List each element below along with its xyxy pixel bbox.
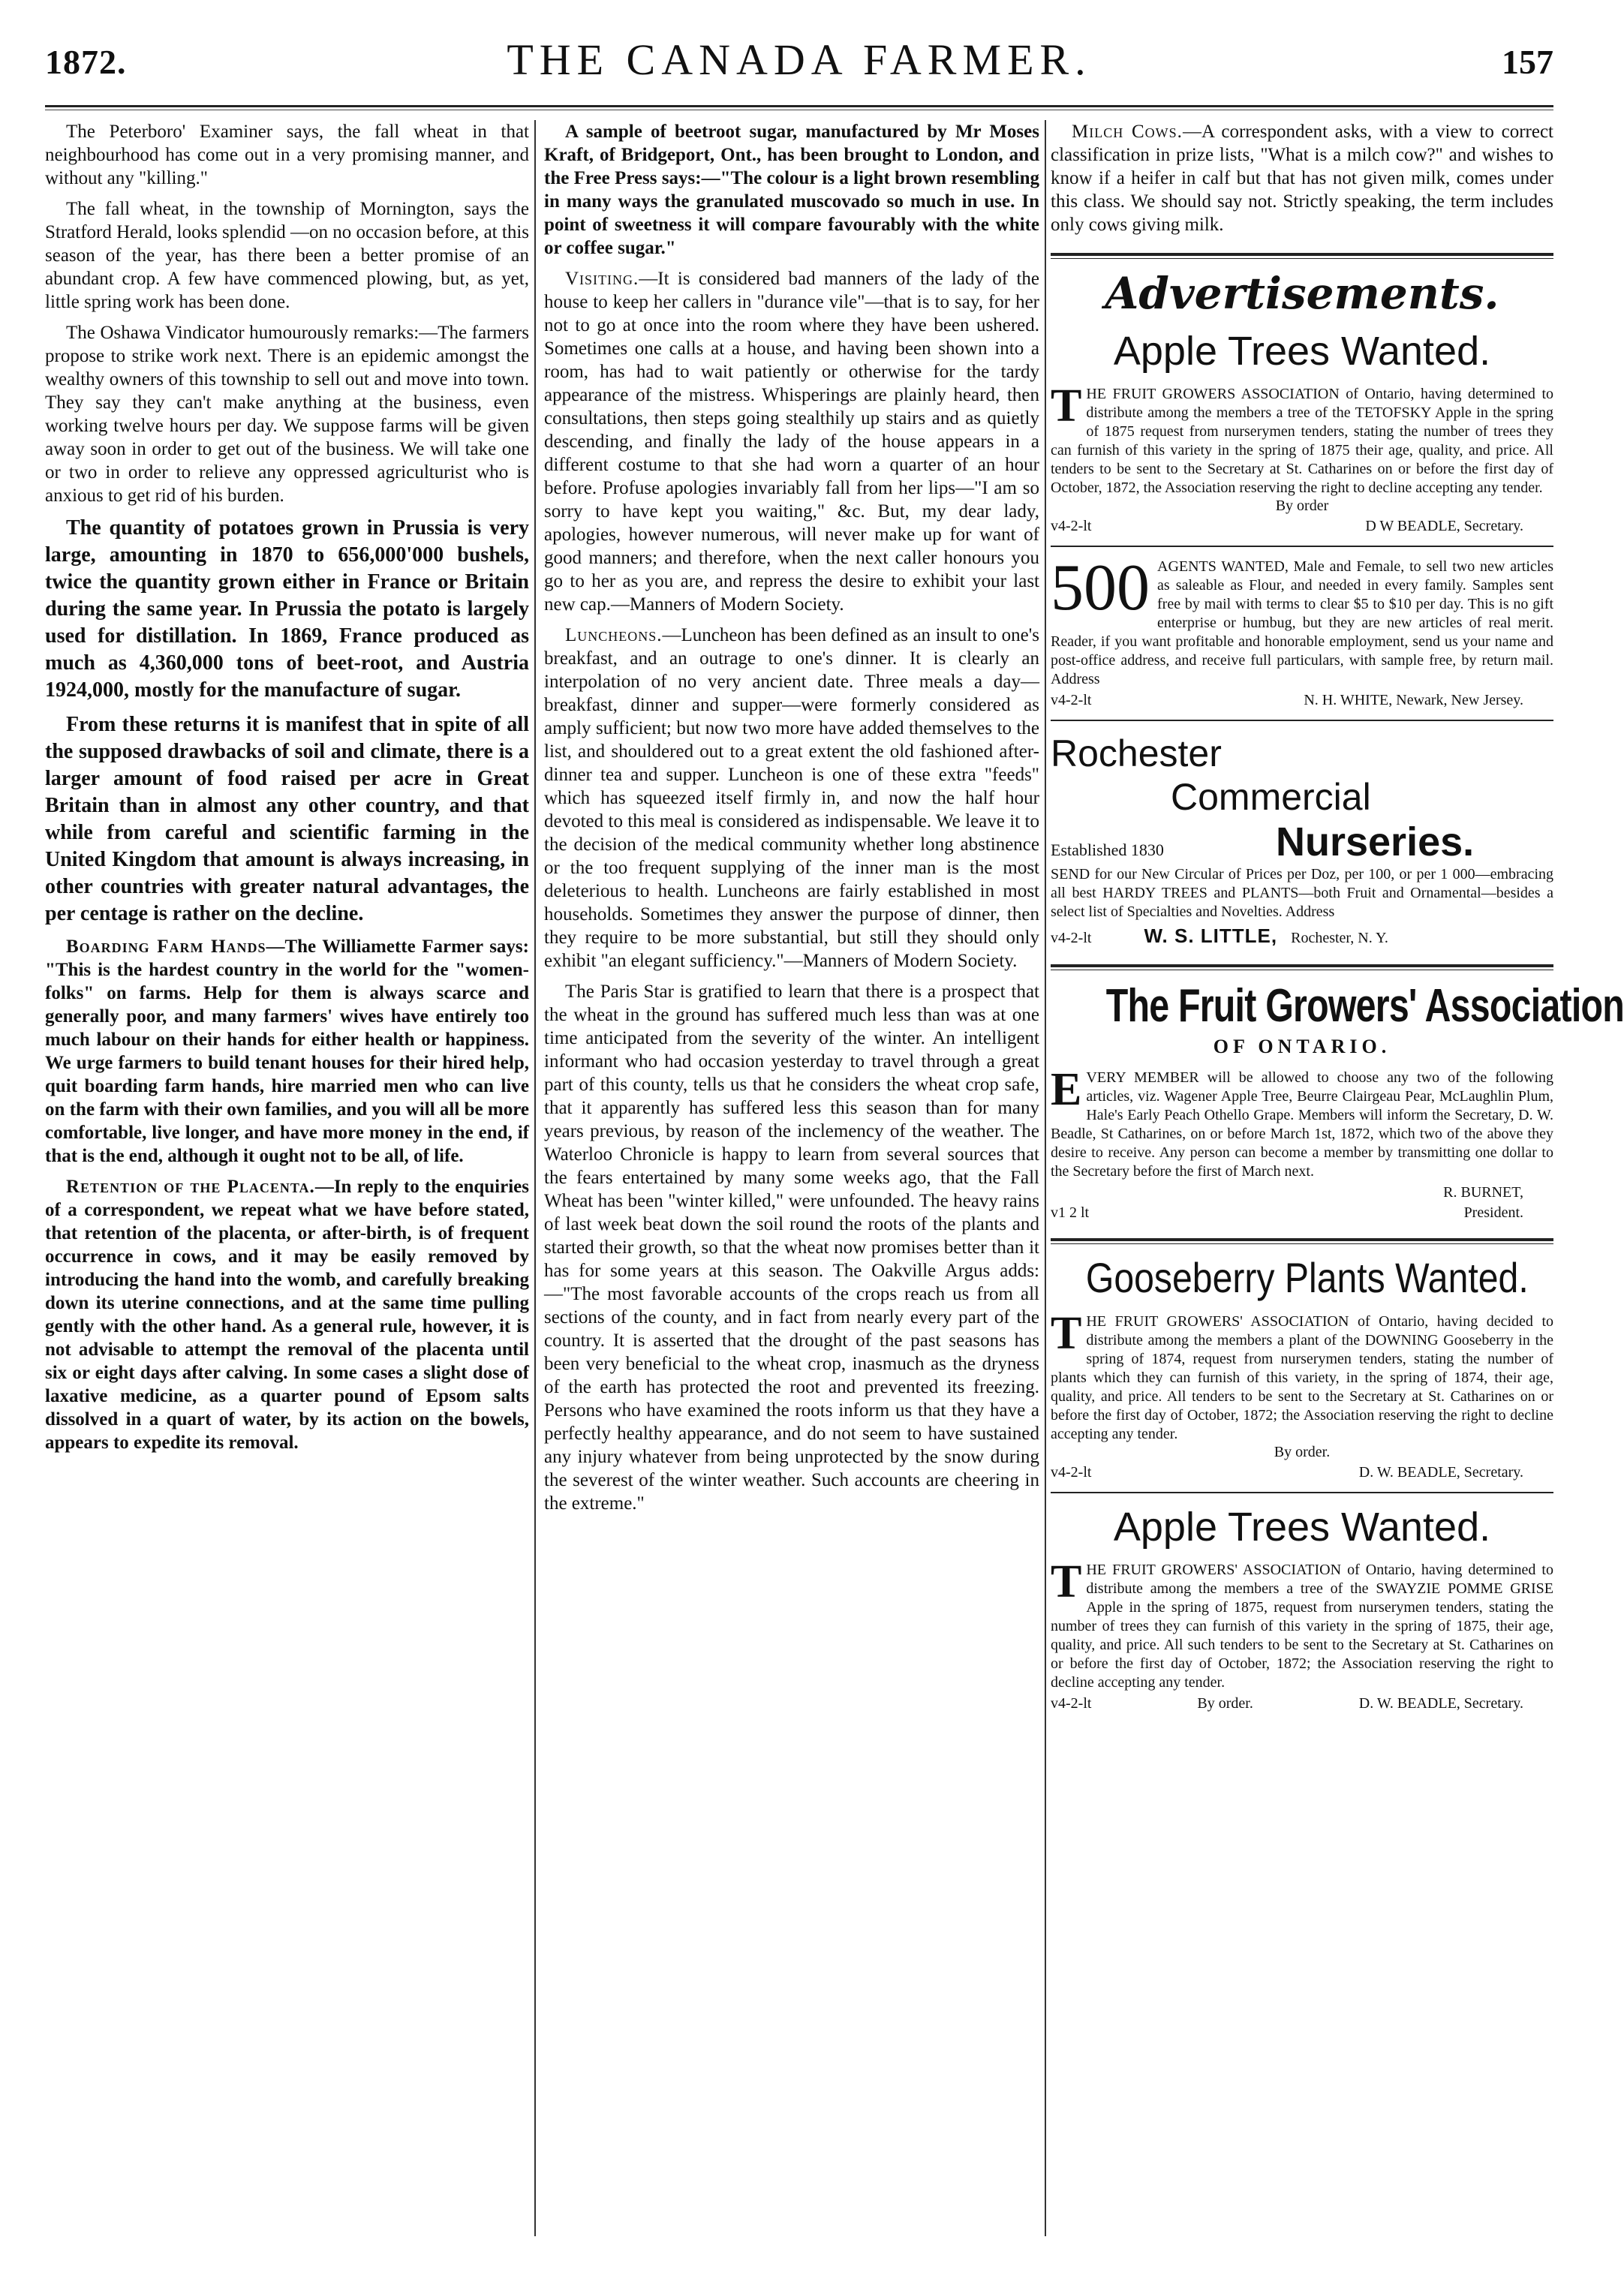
column-divider	[1045, 120, 1046, 2236]
ad-by-order: By order.	[1274, 1444, 1331, 1460]
article-text: —In reply to the enquiries of a correspondent, we repeat what we have before stated, that retention of the placenta, or after-birth, is of frequent occurrence in cows, and it may be easily removed by introducing the hand into the womb, and carefully breaking down its uterine connections, and at the same time pulling gently with the other hand. As a general rule, however, it is not advisable to attempt the removal of the placenta until six or eight days after calving. In some cases a slight dose of laxative medicine, as a quarter pound of Epsom salts dissolved in a quart of water, by its action on the bowels, appears to expedite its removal.	[45, 1177, 529, 1453]
ad-title-line2: Commercial	[1171, 776, 1371, 818]
ad-gooseberry-plants	[1051, 1253, 1553, 1481]
article-text: —It is considered bad manners of the lady of the house to keep her callers in "durance vile"—that is to say, for her not to go at once into the room where they have been ushered. Sometimes one calls at a house, and having been shown into a room, has had to wait patiently or otherwise for the tardy appearance of the mistress. Whisperings are plainly heard, then consultations, then steps going stealthily up stairs and as quietly descending, and finally the lady of the house appears in a different costume to that she had worn a quarter of an hour before. Profuse apologies invariably fall from her lips—"I am so sorry to have kept you waiting," &c. But, my dear lady, apologies, however numerous, will never make up for want of good manners; and therefore, when the next caller honours you go to her as you are, and repress the desire to exhibit your last new cap.—Manners of Modern Society.	[544, 269, 1039, 615]
ad-text: HE FRUIT GROWERS ASSOCIATION of Ontario, having determined to distribute among the members a tree of the TETOFSKY Apple in the spring of 1875 request from nurserymen tenders, stating the number of trees they can furnish of this variety in the spring of 1875 their age, quality, and price. All tenders to be sent to the Secretary at St. Catharines on or before the first day of October, 1872, the Association reserving the right to decline accepting any tender.	[1051, 386, 1553, 496]
article-potatoes: The quantity of potatoes grown in Prussia is very large, amounting in 1870 to 656,000'000 bushels, twice the quantity grown either in France or Britain during the same year. In Prussia the potato is largely used for distillation. In 1869, France produced as much as 4,360,000 tons of beet-root, and Austria 1924,000, mostly for the manufacture of sugar.	[45, 516, 529, 702]
ad-signature: D. W. BEADLE, Secretary.	[1358, 1464, 1523, 1481]
article-visiting	[544, 267, 1039, 616]
ad-body	[1051, 1308, 1553, 1444]
advertisements-heading: Advertisements.	[1105, 268, 1499, 319]
ad-number: 500	[1051, 552, 1150, 624]
ad-signature: D. W. BEADLE, Secretary.	[1358, 1695, 1523, 1712]
ad-by-order: By order.	[1197, 1695, 1253, 1712]
ad-subtitle: OF ONTARIO.	[1213, 1036, 1391, 1057]
article-milch-cows	[1051, 120, 1553, 236]
ad-signature-title: President.	[1463, 1204, 1523, 1221]
page-number: 157	[1502, 43, 1553, 81]
ad-title: Apple Trees Wanted.	[1113, 1505, 1491, 1550]
article-returns: From these returns it is manifest that in spite of all the supposed drawbacks of soil and climate, there is a larger amount of food raised per acre in Great Britain than in almost any other country, and that while from careful and scientific farming in the United Kingdom that amount is always increasing, in other countries with greater natural advantages, the per centage is rather on the decline.	[45, 713, 529, 925]
ad-rochester-nurseries	[1051, 732, 1553, 948]
ad-title-row	[1051, 819, 1553, 865]
article-text: —The Williamette Farmer says: "This is the hardest country in the world for the "women-folks" on farms. Help for them is always scarce and generally poor, and many farmers' wives have entirely too much labour on their hands for either health or happiness. We urge farmers to build tenant houses for their hired help, quit boarding farm hands, hire married men who can live on the farm with their own families, and you will all be more comfortable, live longer, and have more money in the end, if that is the end, although it ought not to be all, of life.	[45, 937, 529, 1166]
ad-code: v4-2-lt	[1051, 518, 1092, 534]
page-header	[45, 21, 1553, 104]
ad-divider	[1051, 546, 1553, 547]
article-text: —Luncheon has been defined as an insult to one's breakfast, and an outrage to one's dinner. It is clearly an interpolation of no very ancient date. Three meals a day—breakfast, dinner and supper—were formerly considered as amply sufficient; but now two more have added themselves to the list, and shouldered out to a great extent the old fashioned after-dinner tea and supper. Luncheon is one of these extra "feeds" which has squeezed itself firmly in, and now the half hour devoted to this meal is considered as indispensable. We leave it to the decision of the medical community whether long abstinence or the too frequent supplying of the inner man is the most deleterious to health. Luncheons are fairly established in most households. Sometimes they answer the purpose of dinner, then they require to be more substantial, but still they should only exhibit "an elegant sufficiency."—Manners of Modern Society.	[544, 625, 1039, 971]
article-heading: Retention of the Placenta.	[66, 1177, 315, 1197]
ad-signature: R. BURNET,	[1443, 1184, 1523, 1201]
ad-text: AGENTS WANTED, Male and Female, to sell two new articles as saleable as Flour, and needed in every family. Samples sent free by mail with terms to clear $5 to $10 per day. This is no gift enterprise or humbug, but they are new articles of real merit. Reader, if you want profitable and honorable employment, send us your name and post-office address, and receive full particulars, with sample free, by return mail. Address	[1051, 558, 1553, 687]
article-paris-star: The Paris Star is gratified to learn that there is a prospect that the wheat in the ground has suffered much less than was at one time anticipated from the severity of the winter. An intelligent informant who had occasion yesterday to travel through a great part of this county, tells us that he considers the wheat crop safe, that it apparently has suffered less this season than for many years previous, by reason of the inclemency of the weather. The Waterloo Chronicle is happy to learn from several sources that the fears entertained by many some weeks ago, that the Fall Wheat has been "winter killed," were unfounded. The heavy rains of last week beat down the soil round the roots of the plants and started their growth, so that the wheat now promises better than it has for some years at this season. The Oakville Argus adds:—"The most favorable accounts of the crops reach us from all sections of the county, and in fact from nearly every part of the country. It is asserted that the drought of the past seasons has been very beneficial to the wheat crop, inasmuch as the dryness of the earth has protected the root and prevented its freezing. Persons who have examined the roots inform us that they have a perfectly healthy appearance, and do not seem to have sustained any injury whatever from being unprotected by the snow during the severest of the winter weather. Such accounts are cheering in the extreme."	[544, 982, 1039, 1514]
ad-divider	[1051, 1238, 1553, 1244]
ad-agents-wanted	[1051, 552, 1553, 709]
ad-title-line1: Rochester	[1051, 732, 1222, 774]
ad-text: HE FRUIT GROWERS' ASSOCIATION of Ontario, having determined to distribute among the members a tree of the SWAYZIE POMME GRISE Apple in the spring of 1875, request from nurserymen tenders, stating the number of trees they can furnish of this variety in the spring of 1875, their age, quality, and price. All such tenders to be sent to the Secretary at St. Catharines on or before the first day of October, 1872; the Association reserving the right to decline accepting any tender.	[1051, 1562, 1553, 1691]
ad-code: v1 2 lt	[1051, 1204, 1090, 1221]
article-peterboro: The Peterboro' Examiner says, the fall wheat in that neighbourhood has come out in a very promising manner, and without any "killing."	[45, 122, 529, 188]
ad-footer	[1051, 1204, 1553, 1222]
ad-code: v4-2-lt	[1051, 930, 1092, 946]
ad-code: v4-2-lt	[1051, 1464, 1092, 1481]
column-3	[1051, 120, 1624, 2236]
column-2	[544, 120, 1039, 2236]
drop-cap: T	[1051, 1556, 1082, 1607]
article-heading: Visiting.	[565, 269, 639, 289]
ad-text: VERY MEMBER will be allowed to choose any two of the following articles, viz. Wagener Apple Tree, Beurre Clairgeau Pear, McLaughlin Plum, Hale's Early Peach Othello Grape. Members will inform the Secretary, D. W. Beadle, St Catharines, on or before March 1st, 1872, which two of the above they desire to receive. Any person can become a member by transmitting one dollar to the Secretary before the first of March next.	[1051, 1069, 1553, 1180]
article-mornington: The fall wheat, in the township of Mornington, says the Stratford Herald, looks splendid —on no occasion before, at this season of the year, has there been a better promise of an abundant crop. A few have commenced plowing, but, as yet, little spring work has been done.	[45, 199, 529, 312]
ad-established: Established 1830	[1051, 840, 1164, 859]
ad-by-order: By order	[1275, 498, 1329, 514]
column-1	[45, 120, 529, 2236]
ad-title: Apple Trees Wanted.	[1113, 329, 1491, 374]
ad-signature: D W BEADLE, Secretary.	[1365, 518, 1523, 534]
ad-body	[1051, 1556, 1553, 1692]
ad-body	[1051, 380, 1553, 498]
section-rule	[1051, 253, 1553, 259]
article-heading: Luncheons.	[565, 625, 663, 645]
ad-footer	[1051, 1464, 1553, 1481]
ad-divider	[1051, 720, 1553, 721]
ad-text: HE FRUIT GROWERS' ASSOCIATION of Ontario, having decided to distribute among the members a plant of the DOWNING Gooseberry in the spring of 1874, request from nurserymen tenders, stating the number of plants which they can furnish of this variety, in the spring of 1874, their age, quality, and price. All tenders to be sent to the Secretary at St. Catharines on or before the first day of October, 1872; the Association reserving the right to decline accepting any tender.	[1051, 1313, 1553, 1442]
article-heading: Milch Cows.	[1072, 122, 1183, 142]
header-year: 1872.	[45, 43, 127, 81]
drop-cap: T	[1051, 1308, 1082, 1359]
ad-footer	[1051, 1184, 1553, 1201]
ad-title-line3: Nurseries.	[1276, 819, 1475, 864]
header-rule	[45, 105, 1553, 107]
ad-footer	[1051, 1695, 1553, 1712]
article-text: —A correspondent asks, with a view to correct classification in prize lists, "What is a milch cow?" and wishes to know if a heifer in calf but that has not given milk, comes under this class. We should say not. Strictly speaking, the term includes only cows giving milk.	[1051, 122, 1553, 235]
article-luncheons	[544, 624, 1039, 973]
article-boarding	[45, 935, 529, 1168]
ad-code: v4-2-lt	[1051, 692, 1092, 708]
ad-code: v4-2-lt	[1051, 1695, 1092, 1712]
ad-signature: N. H. WHITE, Newark, New Jersey.	[1304, 692, 1523, 708]
ad-divider	[1051, 1492, 1553, 1493]
ad-footer	[1051, 925, 1553, 948]
ad-text: SEND for our New Circular of Prices per Doz, per 100, or per 1 000—embracing all best HARDY TREES and PLANTS—both Fruit and Ornamental—besides a select list of Specialties and Novelties. Address	[1051, 866, 1553, 920]
drop-cap: T	[1051, 380, 1082, 431]
ad-apple-trees-tetofsky	[1051, 328, 1553, 535]
article-placenta	[45, 1175, 529, 1454]
ad-title: The Fruit Growers' Association	[1105, 980, 1624, 1032]
ad-footer	[1051, 518, 1553, 535]
ad-body	[1051, 1064, 1553, 1181]
ad-place: Rochester, N. Y.	[1291, 930, 1388, 946]
article-oshawa: The Oshawa Vindicator humourously remarks:—The farmers propose to strike work next. There is an epidemic amongst the wealthy owners of this township to sell out and move into town. They say they can't make anything at the business, even working twelve hours per day. We suppose farms will be given away soon in order to get out of the business. We will take one or two in order to relieve any oppressed agriculturist who is anxious to get rid of his burden.	[45, 323, 529, 506]
ad-footer	[1051, 692, 1553, 709]
drop-cap: E	[1051, 1064, 1082, 1115]
ad-fruit-growers-association	[1051, 979, 1624, 1222]
ad-signature: W. S. LITTLE,	[1144, 925, 1278, 947]
ad-divider	[1051, 964, 1553, 970]
ad-title: Gooseberry Plants Wanted.	[1085, 1254, 1529, 1301]
ad-apple-trees-swayzie	[1051, 1504, 1553, 1712]
article-beetroot: A sample of beetroot sugar, manufactured by Mr Moses Kraft, of Bridgeport, Ont., has been brought to London, and the Free Press says:—"The colour is a light brown resembling in many ways the granulated muscovado so much in use. In point of sweetness it will compare favourably with the white or coffee sugar."	[544, 122, 1039, 258]
ad-body	[1051, 552, 1553, 689]
newspaper-title: THE CANADA FARMER.	[507, 35, 1092, 84]
column-divider	[534, 120, 536, 2236]
article-heading: Boarding Farm Hands	[66, 937, 266, 957]
